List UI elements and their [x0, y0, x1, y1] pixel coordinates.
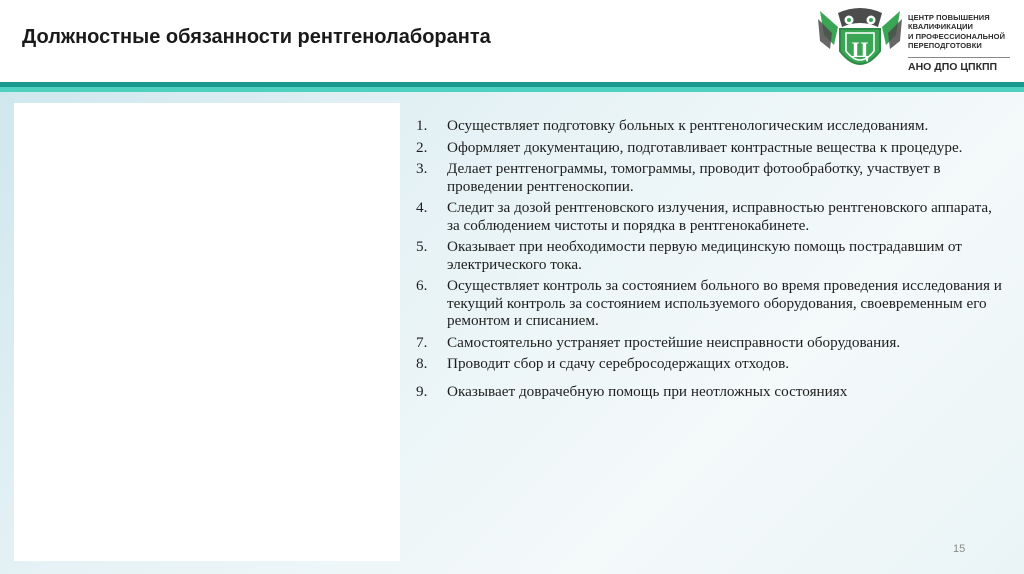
organization-logo	[816, 5, 1016, 77]
duty-text: Следит за дозой рентгеновского излучения, исправностью рентгеновского аппарата, за соблюдением чистоты и порядка в рентгенокабинете.	[447, 199, 992, 234]
duties-list	[412, 117, 1002, 404]
duty-text: Оформляет документацию, подготавливает контрастные вещества к процедуре.	[447, 138, 963, 156]
logo-line-4: ПЕРЕПОДГОТОВКИ	[908, 41, 982, 51]
duty-item	[412, 334, 1002, 352]
logo-line-3: И ПРОФЕССИОНАЛЬНОЙ	[908, 31, 1006, 41]
duty-item	[412, 277, 1002, 330]
duty-text: Самостоятельно устраняет простейшие неисправности оборудования.	[447, 333, 901, 351]
logo-text	[908, 13, 1005, 51]
logo-line-1: ЦЕНТР ПОВЫШЕНИЯ	[908, 13, 990, 22]
duty-item	[412, 199, 1002, 234]
image-placeholder	[14, 103, 400, 561]
slide-title: Должностные обязанности рентгенолаборанта	[22, 26, 491, 48]
page-number: 15	[953, 543, 966, 555]
duty-number: 2.	[416, 138, 428, 156]
duty-number: 3.	[416, 160, 428, 177]
emblem-letter: Ц	[851, 37, 869, 62]
duty-item	[412, 238, 1002, 273]
duty-text: Осуществляет контроль за состоянием больного во время проведения исследования и текущий контроль за состоянием используемого оборудования, своевременным его ремонтом и списанием.	[447, 277, 1002, 329]
duty-text: Осуществляет подготовку больных к рентгенологическим исследованиям.	[447, 117, 929, 134]
duty-number: 5.	[416, 238, 428, 255]
duty-text: Делает рентгенограммы, томограммы, проводит фотообработку, участвует в проведении рентгеноскопии.	[447, 160, 941, 195]
duty-item	[412, 355, 1002, 373]
duty-text: Оказывает при необходимости первую медицинскую помощь пострадавшим от электрического тока.	[447, 238, 962, 273]
duty-item	[412, 383, 1002, 401]
duty-number: 6.	[416, 277, 428, 294]
duty-number: 7.	[416, 333, 428, 351]
logo-line-2: КВАЛИФИКАЦИИ	[908, 22, 974, 32]
logo-org-name: АНО ДПО ЦПКПП	[908, 61, 998, 73]
duty-item	[412, 139, 1002, 157]
duty-item	[412, 117, 1002, 135]
slide-header	[0, 0, 1024, 82]
duty-number: 4.	[416, 199, 428, 216]
duty-number: 9.	[416, 382, 428, 400]
duty-text: Проводит сбор и сдачу серебросодержащих отходов.	[447, 355, 790, 372]
owl-emblem-icon	[816, 5, 904, 77]
duty-item	[412, 160, 1002, 195]
logo-divider	[908, 57, 1010, 58]
duty-number: 8.	[416, 355, 428, 372]
duty-number: 1.	[416, 117, 428, 134]
duty-text: Оказывает доврачебную помощь при неотложных состояниях	[447, 382, 848, 400]
